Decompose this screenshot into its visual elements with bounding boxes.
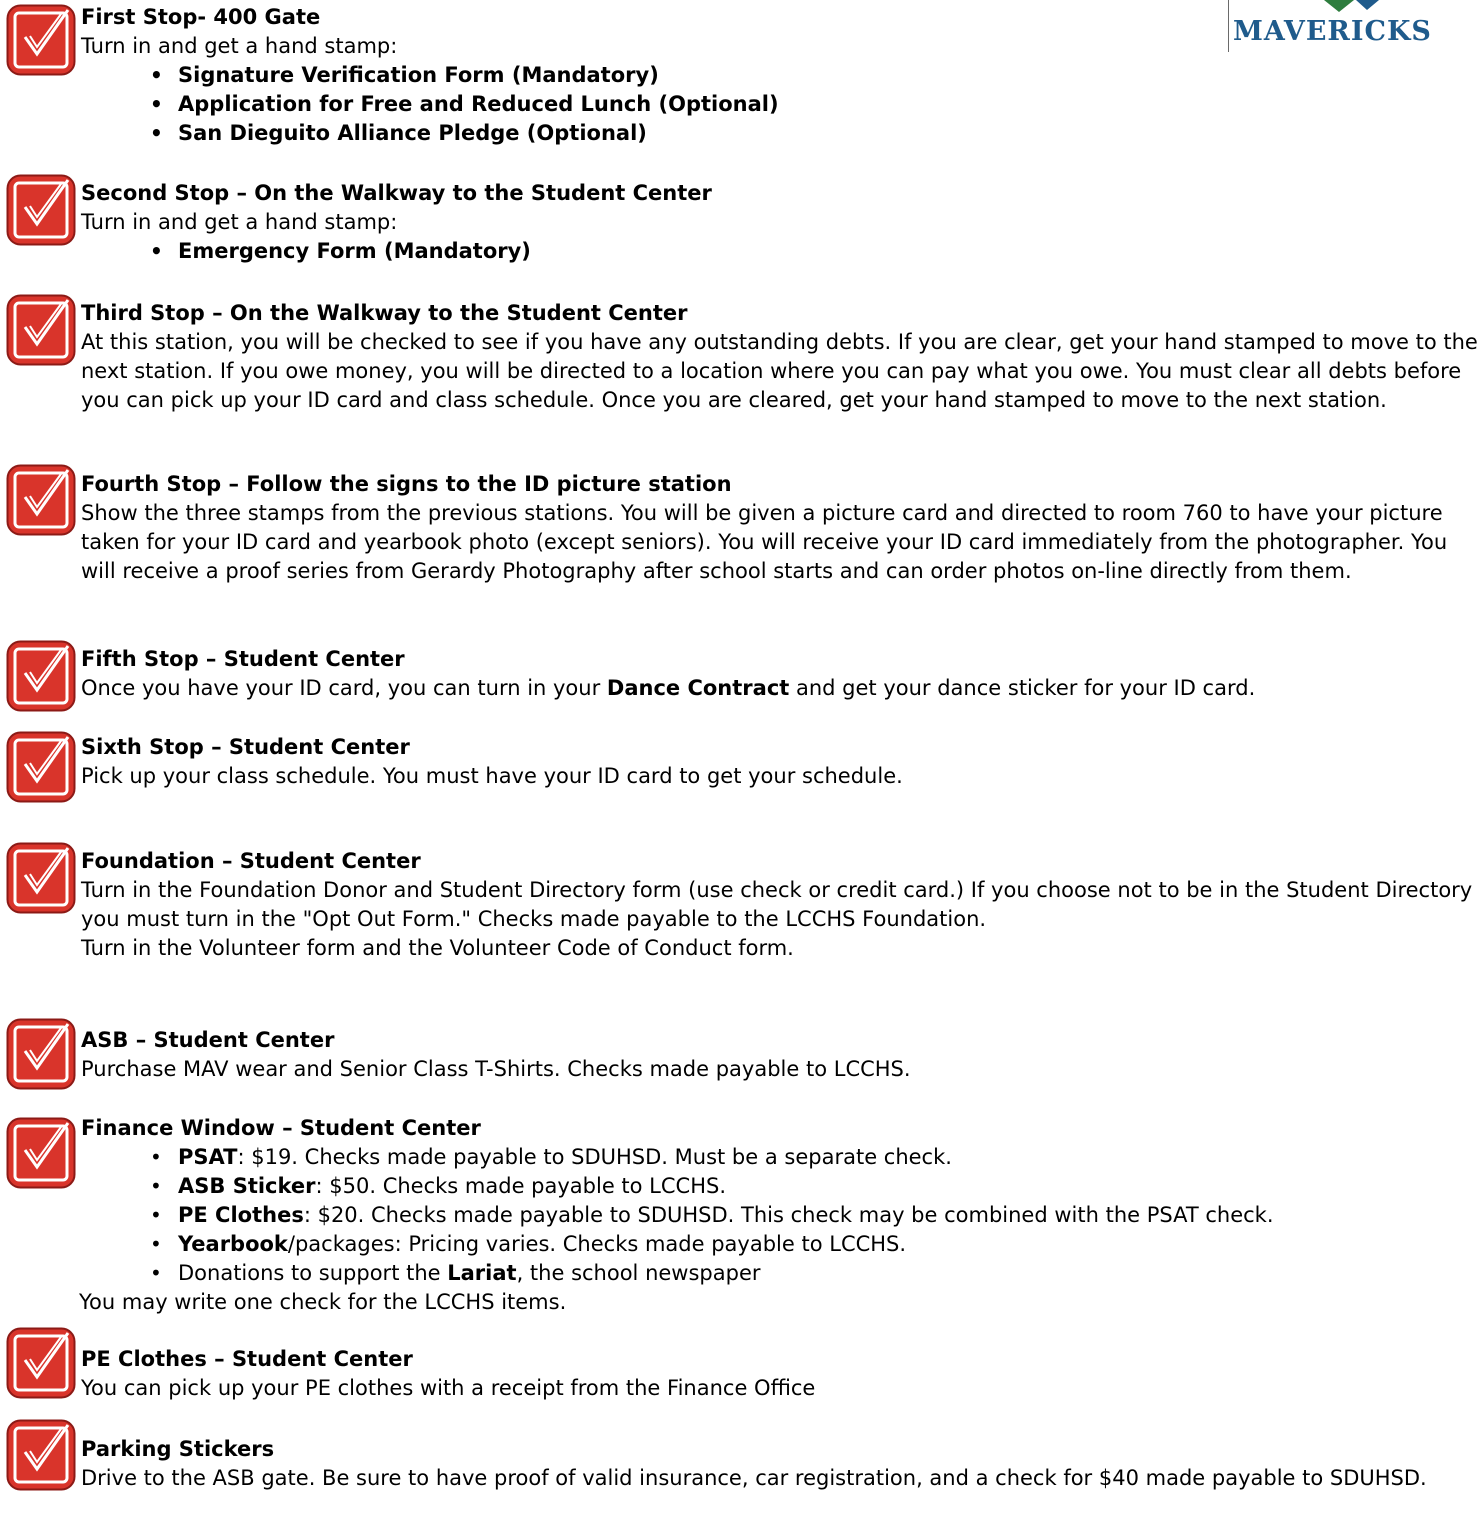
dance-contract-label: Dance Contract xyxy=(606,676,790,700)
item-text: : $50. Checks made payable to LCCHS. xyxy=(315,1174,726,1198)
section-body: Show the three stamps from the previous stations. You will be given a picture card and directed to room 760 to have your picture taken for your ID card and yearbook photo (except seniors). You will receive your ID card immediately from the photographer. You will receive a proof series from Gerardy Photography after school starts and can order photos on-line directly from them. xyxy=(81,501,1448,583)
section-body: You can pick up your PE clothes with a receipt from the Finance Office xyxy=(81,1376,816,1400)
section-body xyxy=(81,674,1484,703)
checkbox-icon xyxy=(6,4,76,76)
item-label: PE Clothes xyxy=(178,1203,304,1227)
list-item xyxy=(178,1201,1484,1230)
list-item xyxy=(178,1172,1484,1201)
section-body-volunteer: Turn in the Volunteer form and the Volunteer Code of Conduct form. xyxy=(81,936,794,960)
required-forms-list xyxy=(81,61,1484,148)
section-body: Drive to the ASB gate. Be sure to have proof of valid insurance, car registration, and a check for $40 made payable to SDUHSD. xyxy=(81,1466,1427,1490)
body-text: Once you have your ID card, you can turn in your xyxy=(81,676,607,700)
checkbox-icon xyxy=(6,1117,76,1189)
checkbox-icon xyxy=(6,1018,76,1090)
section-heading: Fourth Stop – Follow the signs to the ID picture station xyxy=(81,472,732,496)
item-text: , the school newspaper xyxy=(516,1261,761,1285)
section-body: At this station, you will be checked to see if you have any outstanding debts. If you are clear, get your hand stamped to move to the next station. If you owe money, you will be directed to a location where you can pay what you owe. You must clear all debts before you can pick up your ID card and class schedule. Once you are cleared, get your hand stamped to move to the next station. xyxy=(81,330,1478,412)
checkbox-icon xyxy=(6,1327,76,1399)
section-heading: Foundation – Student Center xyxy=(81,849,421,873)
item-label: Yearbook xyxy=(178,1232,288,1256)
section-heading: Second Stop – On the Walkway to the Student Center xyxy=(81,181,712,205)
section-heading: Sixth Stop – Student Center xyxy=(81,735,410,759)
finance-items-list xyxy=(81,1143,1484,1288)
checkbox-icon xyxy=(6,640,76,712)
finance-footer-note: You may write one check for the LCCHS items. xyxy=(79,1290,567,1314)
section-body: Pick up your class schedule. You must have your ID card to get your schedule. xyxy=(81,764,903,788)
section-heading: Finance Window – Student Center xyxy=(81,1116,481,1140)
checkbox-icon xyxy=(6,294,76,366)
checkbox-icon xyxy=(6,464,76,536)
list-item: • San Dieguito Alliance Pledge (Optional) xyxy=(178,119,1484,148)
item-label: Lariat xyxy=(447,1261,517,1285)
section-heading: First Stop- 400 Gate xyxy=(81,5,321,29)
item-text: Donations to support the xyxy=(178,1261,448,1285)
logo-text: MAVERICKS xyxy=(1233,16,1432,47)
item-label: PSAT xyxy=(178,1145,238,1169)
checkbox-icon xyxy=(6,174,76,246)
section-body: Turn in the Foundation Donor and Student Directory form (use check or credit card.) If you choose not to be in the Student Directory you must turn in the "Opt Out Form." Checks made payable to the LCCHS Foundation. xyxy=(81,878,1473,931)
required-forms-list xyxy=(81,237,1484,266)
item-label: ASB Sticker xyxy=(178,1174,316,1198)
checkbox-icon xyxy=(6,731,76,803)
section-body: Purchase MAV wear and Senior Class T-Shirts. Checks made payable to LCCHS. xyxy=(81,1057,911,1081)
section-intro: Turn in and get a hand stamp: xyxy=(81,210,398,234)
list-item xyxy=(178,1143,1484,1172)
list-item: • Application for Free and Reduced Lunch (Optional) xyxy=(178,90,1484,119)
checkbox-icon xyxy=(6,1419,76,1491)
item-text: : $19. Checks made payable to SDUHSD. Must be a separate check. xyxy=(237,1145,952,1169)
section-heading: Third Stop – On the Walkway to the Student Center xyxy=(81,301,688,325)
list-item xyxy=(178,1230,1484,1259)
item-text: : $20. Checks made payable to SDUHSD. This check may be combined with the PSAT check. xyxy=(303,1203,1274,1227)
section-heading: Parking Stickers xyxy=(81,1437,275,1461)
item-text: /packages: Pricing varies. Checks made payable to LCCHS. xyxy=(287,1232,907,1256)
section-heading: Fifth Stop – Student Center xyxy=(81,647,405,671)
section-heading: ASB – Student Center xyxy=(81,1028,335,1052)
body-text: and get your dance sticker for your ID card. xyxy=(789,676,1256,700)
checkbox-icon xyxy=(6,842,76,914)
section-heading: PE Clothes – Student Center xyxy=(81,1347,413,1371)
list-item xyxy=(178,1259,1484,1288)
section-intro: Turn in and get a hand stamp: xyxy=(81,34,398,58)
list-item: • Emergency Form (Mandatory) xyxy=(178,237,1484,266)
list-item: • Signature Verification Form (Mandatory) xyxy=(178,61,1484,90)
